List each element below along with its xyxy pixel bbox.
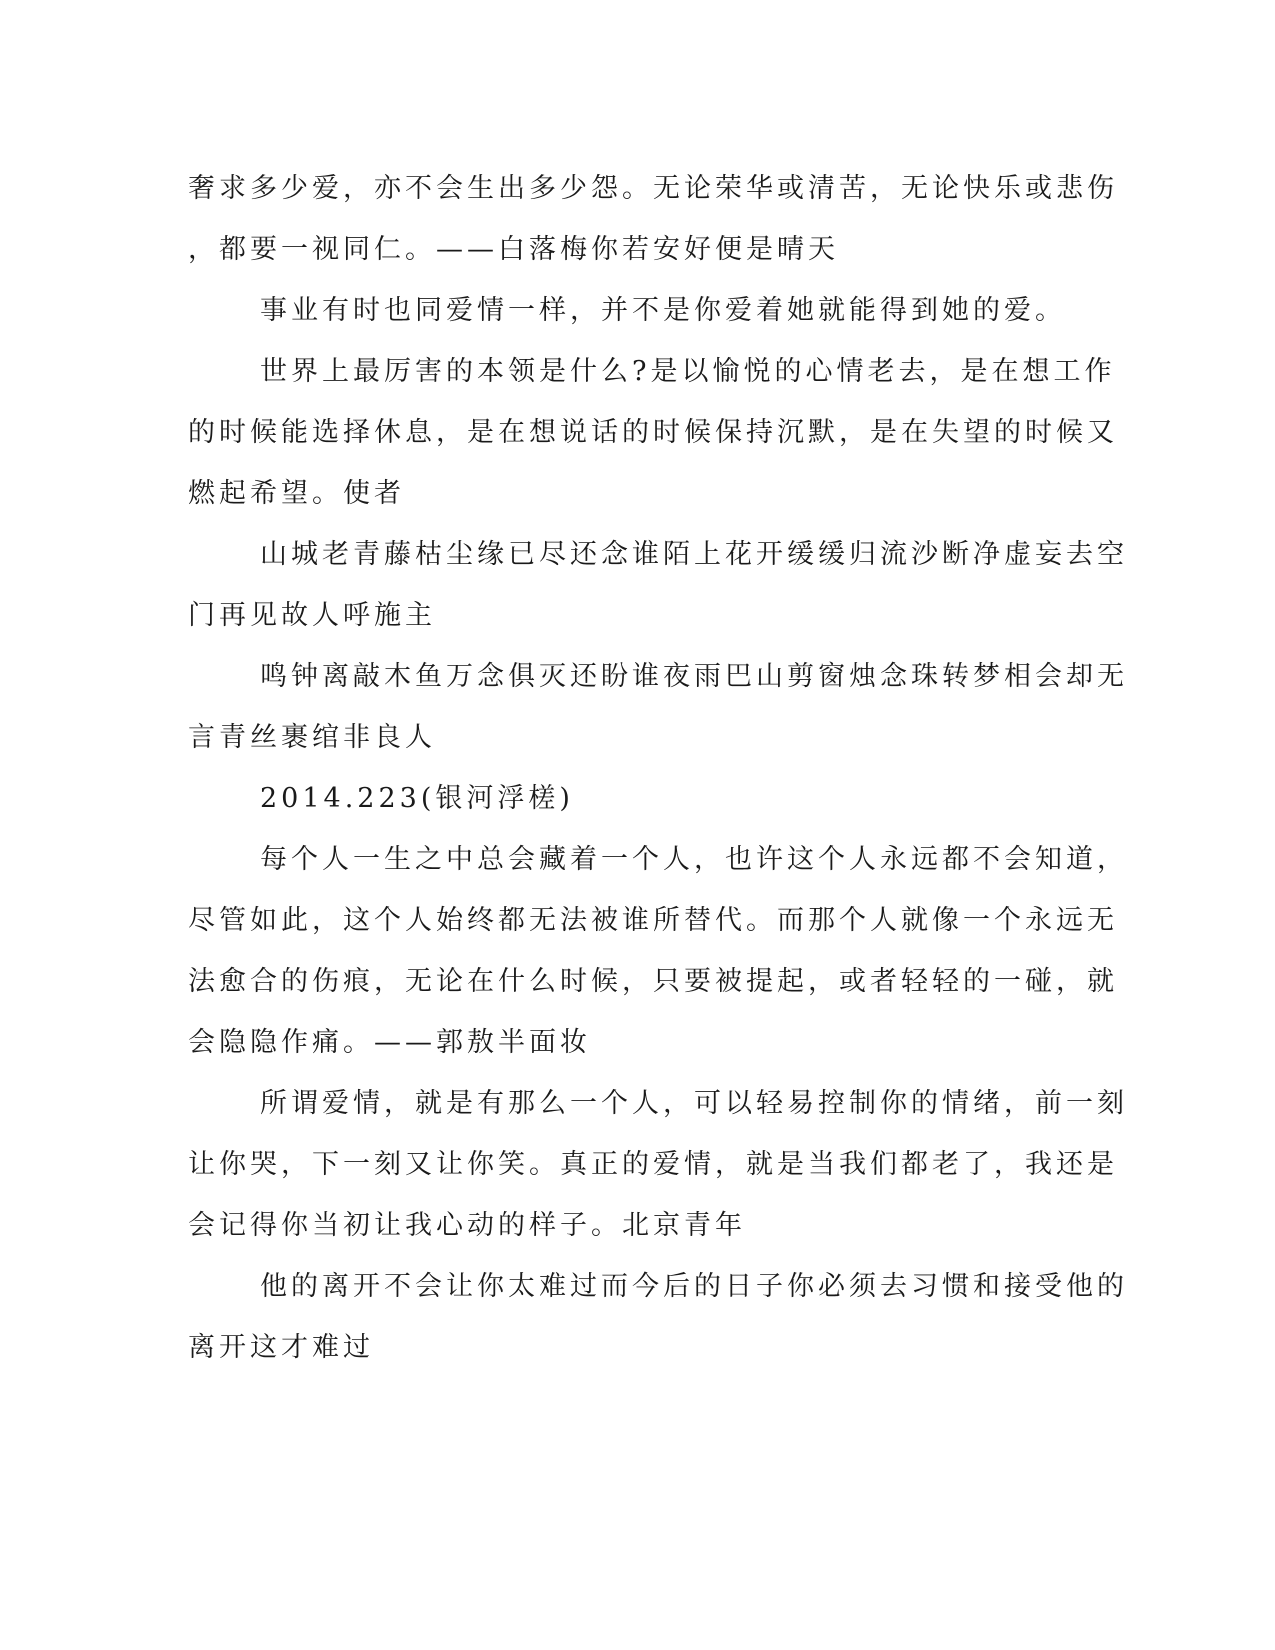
- paragraph-7: [188, 829, 1128, 890]
- text-line: 奢求多少爱，亦不会生出多少怨。无论荣华或清苦，无论快乐或悲伤: [188, 173, 1118, 204]
- paragraph-9-cont: [188, 1317, 1068, 1378]
- text-line: 的时候能选择休息，是在想说话的时候保持沉默，是在失望的时候又: [188, 417, 1118, 448]
- paragraph-9: [188, 1256, 1128, 1317]
- text-line: 会隐隐作痛。——郭敖半面妆: [188, 1027, 591, 1058]
- text-line: 山城老青藤枯尘缘已尽还念谁陌上花开缓缓归流沙断净虚妄去空: [260, 539, 1128, 570]
- paragraph-8: [188, 1073, 1128, 1134]
- paragraph-1: [188, 158, 1118, 280]
- text-line: 事业有时也同爱情一样，并不是你爱着她就能得到她的爱。: [260, 295, 1066, 326]
- text-line: 尽管如此，这个人始终都无法被谁所替代。而那个人就像一个永远无: [188, 905, 1118, 936]
- paragraph-7-cont: [188, 890, 1118, 1073]
- text-line: 每个人一生之中总会藏着一个人，也许这个人永远都不会知道，: [260, 844, 1128, 875]
- paragraph-3: [188, 341, 1116, 402]
- text-line: 门再见故人呼施主: [188, 600, 436, 631]
- text-line: 所谓爱情，就是有那么一个人，可以轻易控制你的情绪，前一刻: [260, 1088, 1128, 1119]
- paragraph-5: [188, 646, 1128, 707]
- text-line: 他的离开不会让你太难过而今后的日子你必须去习惯和接受他的: [260, 1271, 1128, 1302]
- paragraph-2: [188, 280, 1068, 341]
- text-line: 法愈合的伤痕，无论在什么时候，只要被提起，或者轻轻的一碰，就: [188, 966, 1118, 997]
- text-line: ，都要一视同仁。——白落梅你若安好便是晴天: [188, 234, 839, 265]
- paragraph-8-cont: [188, 1134, 1118, 1256]
- paragraph-6: [188, 768, 1068, 829]
- text-line: 言青丝裹绾非良人: [188, 722, 436, 753]
- paragraph-4: [188, 524, 1128, 585]
- text-line: 鸣钟离敲木鱼万念俱灭还盼谁夜雨巴山剪窗烛念珠转梦相会却无: [260, 661, 1128, 692]
- paragraph-3-cont: [188, 402, 1118, 524]
- text-line: 离开这才难过: [188, 1332, 374, 1363]
- text-line: 燃起希望。使者: [188, 478, 405, 509]
- text-line: 会记得你当初让我心动的样子。北京青年: [188, 1210, 746, 1241]
- paragraph-4-cont: [188, 585, 1068, 646]
- text-line: 世界上最厉害的本领是什么?是以愉悦的心情老去，是在想工作: [260, 356, 1116, 387]
- document-body: [188, 158, 1128, 1378]
- text-line: 2014.223(银河浮槎): [260, 783, 574, 814]
- text-line: 让你哭，下一刻又让你笑。真正的爱情，就是当我们都老了，我还是: [188, 1149, 1118, 1180]
- paragraph-5-cont: [188, 707, 1068, 768]
